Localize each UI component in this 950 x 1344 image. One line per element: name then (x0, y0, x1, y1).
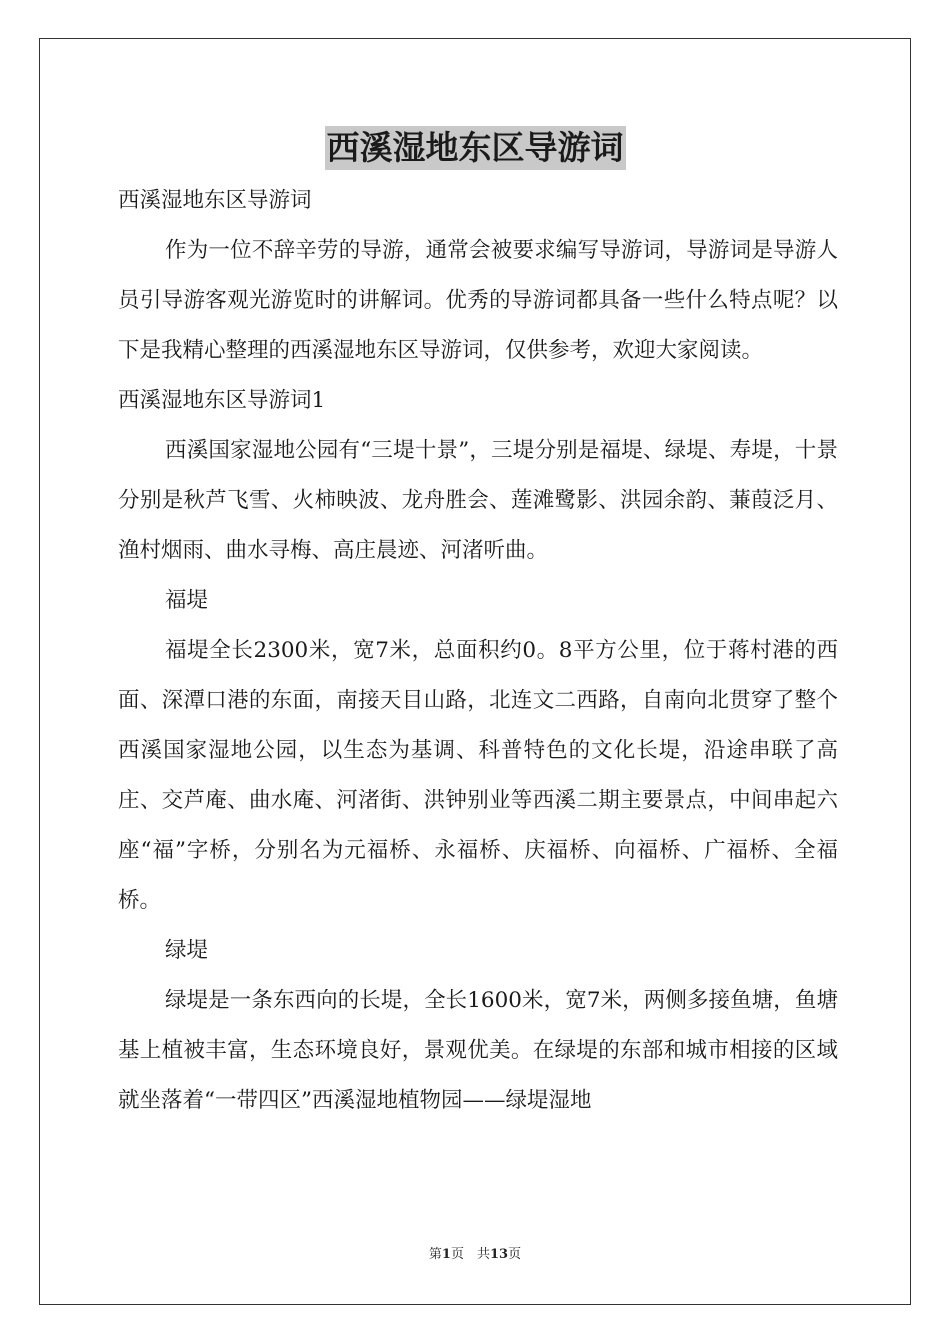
footer-prefix: 第 (428, 1247, 442, 1262)
footer-mid: 页 共 (450, 1247, 490, 1262)
page-footer (0, 1243, 950, 1262)
body-paragraph: 福堤全长2300米，宽7米，总面积约0。8平方公里，位于蒋村港的西面、深潭口港的东面，南接天目山路，北连文二西路，自南向北贯穿了整个西溪国家湿地公园，以生态为基调、科普特色的文化长堤，沿途串联了高庄、交芦庵、曲水庵、河渚街、洪钟别业等西溪二期主要景点，中间串起六座“福”字桥，分别名为元福桥、永福桥、庆福桥、向福桥、广福桥、全福桥。 (118, 638, 838, 913)
total-pages-number: 13 (489, 1247, 509, 1262)
current-page-number: 1 (441, 1247, 451, 1262)
subtitle-paragraph: 西溪湿地东区导游词 (118, 188, 312, 213)
footer-suffix: 页 (508, 1247, 522, 1262)
document-title: 西溪湿地东区导游词 (325, 126, 626, 170)
document-body (118, 176, 838, 1126)
body-paragraph: 绿堤是一条东西向的长堤，全长1600米，宽7米，两侧多接鱼塘，鱼塘基上植被丰富，生态环境良好，景观优美。在绿堤的东部和城市相接的区域就坐落着“一带四区”西溪湿地植物园——绿堤湿地 (118, 988, 838, 1113)
section-heading: 西溪湿地东区导游词1 (118, 388, 326, 413)
title-container (0, 126, 950, 170)
subheading-lvdi: 绿堤 (165, 938, 209, 963)
intro-paragraph: 作为一位不辞辛劳的导游，通常会被要求编写导游词，导游词是导游人员引导游客观光游览时的讲解词。优秀的导游词都具备一些什么特点呢？以下是我精心整理的西溪湿地东区导游词，仅供参考，欢迎大家阅读。 (118, 238, 838, 363)
subheading-fudi: 福堤 (165, 588, 209, 613)
body-paragraph: 西溪国家湿地公园有“三堤十景”，三堤分别是福堤、绿堤、寿堤，十景分别是秋芦飞雪、火柿映波、龙舟胜会、莲滩鹭影、洪园余韵、蒹葭泛月、渔村烟雨、曲水寻梅、高庄晨迹、河渚听曲。 (118, 438, 838, 563)
